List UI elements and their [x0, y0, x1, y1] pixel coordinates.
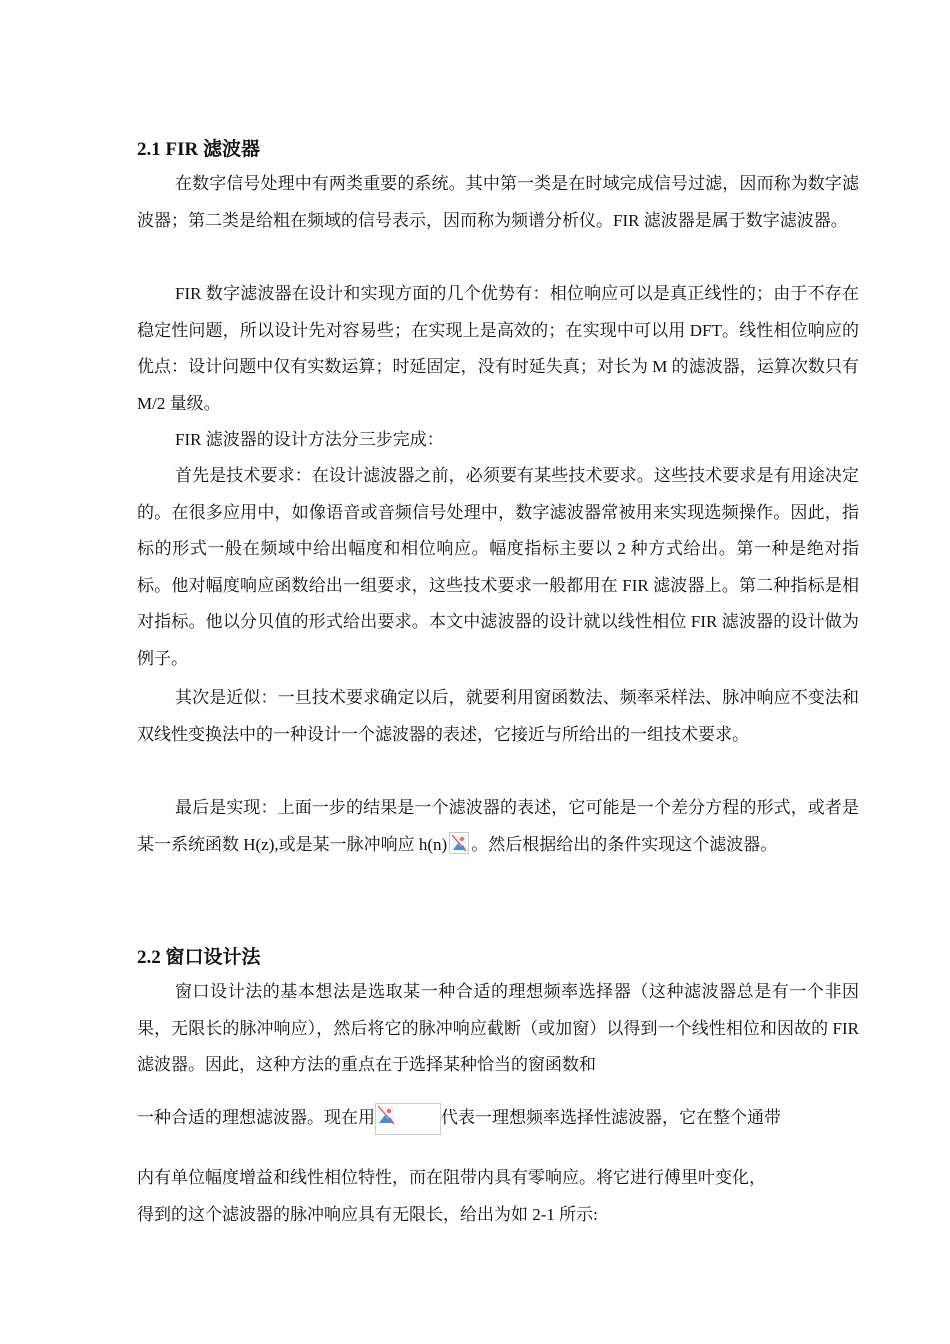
paragraph-4: 首先是技术要求：在设计滤波器之前，必须要有某些技术要求。这些技术要求是有用途决定的。在很多应用中，如像语音或音频信号处理中，数字滤波器常被用来实现选频操作。因此，指标的形式一般在频域中给出幅度和相位响应。幅度指标主要以 2 种方式给出。第一种是绝对指标。他对幅度响应函数给出一组要求，这些技术要求一般都用在 FIR 滤波器上。第二种指标是相对指标。他以分贝值的形式给出要求。本文中滤波器的设计就以线性相位 FIR 滤波器的设计做为例子。 [137, 466, 859, 668]
broken-image-icon [375, 1103, 441, 1135]
paragraph-7-line-5: 内有单位幅度增益和线性相位特性，而在阻带内具有零响应。将它进行傅里叶变化， [137, 1168, 766, 1187]
paragraph-7-line-6: 得到的这个滤波器的脉冲响应具有无限长，给出为如 2-1 所示: [137, 1205, 598, 1224]
paragraph-2: FIR 数字滤波器在设计和实现方面的几个优势有：相位响应可以是真正线性的；由于不存在稳定性问题，所以设计先对容易些；在实现上是高效的；在实现中可以用 DFT。线性相位响应的优点：设计问题中仅有实数运算；时延固定，没有时延失真；对长为 M 的滤波器，运算次数只有 M/2 量级。 [137, 284, 859, 413]
paragraph-7-line-4-text-b: 代表一理想频率选择性滤波器，它在整个通带 [441, 1108, 781, 1127]
paragraph-7: 窗口设计法的基本想法是选取某一种合适的理想频率选择器（这种滤波器总是有一个非因果，无限长的脉冲响应），然后将它的脉冲响应截断（或加窗）以得到一个线性相位和因故的 FIR 滤波器。因此，这种方法的重点在于选择某种恰当的窗函数和 [137, 982, 859, 1074]
paragraph-7-line-4 [137, 1103, 781, 1135]
paragraph-5: 其次是近似：一旦技术要求确定以后，就要利用窗函数法、频率采样法、脉冲响应不变法和双线性变换法中的一种设计一个滤波器的表述，它接近与所给出的一组技术要求。 [137, 688, 859, 744]
section-heading-2-1: 2.1 FIR 滤波器 [137, 139, 260, 160]
paragraph-6 [137, 790, 859, 863]
paragraph-7-line-4-text-a: 一种合适的理想滤波器。现在用 [137, 1108, 375, 1127]
section-heading-2-2: 2.2 窗口设计法 [137, 947, 261, 968]
paragraph-1: 在数字信号处理中有两类重要的系统。其中第一类是在时域完成信号过滤，因而称为数字滤波器；第二类是给粗在频域的信号表示，因而称为频谱分析仪。FIR 滤波器是属于数字滤波器。 [137, 174, 859, 230]
paragraph-6-text-a: 最后是实现：上面一步的结果是一个滤波器的表述，它可能是一个差分方程的形式，或者是某一系统函数 H(z),或是某一脉冲响应 h(n) [137, 798, 859, 854]
paragraph-6-text-b: 。然后根据给出的条件实现这个滤波器。 [471, 834, 778, 854]
paragraph-3: FIR 滤波器的设计方法分三步完成： [175, 430, 444, 449]
broken-image-icon [449, 832, 469, 854]
